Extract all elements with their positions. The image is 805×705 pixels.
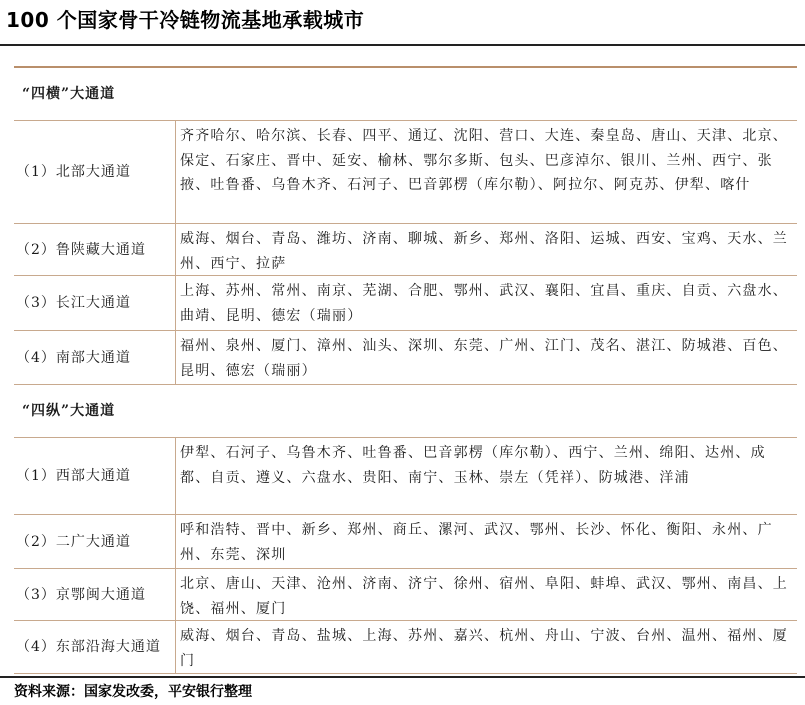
title-divider — [0, 44, 805, 46]
corridor-table — [14, 66, 797, 674]
table-row — [14, 331, 797, 385]
section-header-four-vertical: “四纵”大通道 — [14, 385, 797, 438]
document-title: 100 个国家骨干冷链物流基地承载城市 — [6, 8, 365, 32]
corridor-label: （2）二广大通道 — [14, 515, 176, 568]
corridor-cities: 齐齐哈尔、哈尔滨、长春、四平、通辽、沈阳、营口、大连、秦皇岛、唐山、天津、北京、保定、石家庄、晋中、延安、榆林、鄂尔多斯、包头、巴彦淖尔、银川、兰州、西宁、张掖、吐鲁番、乌鲁木齐、石河子、巴音郭楞（库尔勒）、阿拉尔、阿克苏、伊犁、喀什 — [180, 128, 788, 193]
corridor-cities: 威海、烟台、青岛、盐城、上海、苏州、嘉兴、杭州、舟山、宁波、台州、温州、福州、厦门 — [180, 628, 788, 669]
corridor-cities: 上海、苏州、常州、南京、芜湖、合肥、鄂州、武汉、襄阳、宜昌、重庆、自贡、六盘水、曲靖、昆明、德宏（瑞丽） — [180, 283, 788, 324]
table-row — [14, 276, 797, 331]
corridor-label: （2）鲁陕藏大通道 — [14, 224, 176, 275]
corridor-cities: 福州、泉州、厦门、漳州、汕头、深圳、东莞、广州、江门、茂名、湛江、防城港、百色、昆明、德宏（瑞丽） — [180, 338, 788, 379]
table-row — [14, 121, 797, 224]
section-header-four-horizontal: “四横”大通道 — [14, 68, 797, 121]
source-note: 资料来源：国家发改委，平安银行整理 — [14, 684, 252, 700]
corridor-cities: 北京、唐山、天津、沧州、济南、济宁、徐州、宿州、阜阳、蚌埠、武汉、鄂州、南昌、上饶、福州、厦门 — [180, 576, 788, 617]
corridor-cities: 呼和浩特、晋中、新乡、郑州、商丘、漯河、武汉、鄂州、长沙、怀化、衡阳、永州、广州、东莞、深圳 — [180, 522, 773, 563]
corridor-label: （4）南部大通道 — [14, 331, 176, 384]
footer-divider — [0, 676, 805, 678]
table-row — [14, 569, 797, 621]
corridor-label: （4）东部沿海大通道 — [14, 621, 176, 673]
corridor-label: （3）京鄂闽大通道 — [14, 569, 176, 620]
corridor-label: （1）西部大通道 — [14, 438, 176, 514]
table-row — [14, 438, 797, 515]
corridor-cities: 威海、烟台、青岛、潍坊、济南、聊城、新乡、郑州、洛阳、运城、西安、宝鸡、天水、兰州、西宁、拉萨 — [180, 231, 788, 272]
table-row — [14, 224, 797, 276]
corridor-cities: 伊犁、石河子、乌鲁木齐、吐鲁番、巴音郭楞（库尔勒）、西宁、兰州、绵阳、达州、成都、自贡、遵义、六盘水、贵阳、南宁、玉林、崇左（凭祥）、防城港、洋浦 — [180, 445, 766, 486]
table-row — [14, 621, 797, 674]
corridor-label: （1）北部大通道 — [14, 121, 176, 223]
table-row — [14, 515, 797, 569]
corridor-label: （3）长江大通道 — [14, 276, 176, 330]
